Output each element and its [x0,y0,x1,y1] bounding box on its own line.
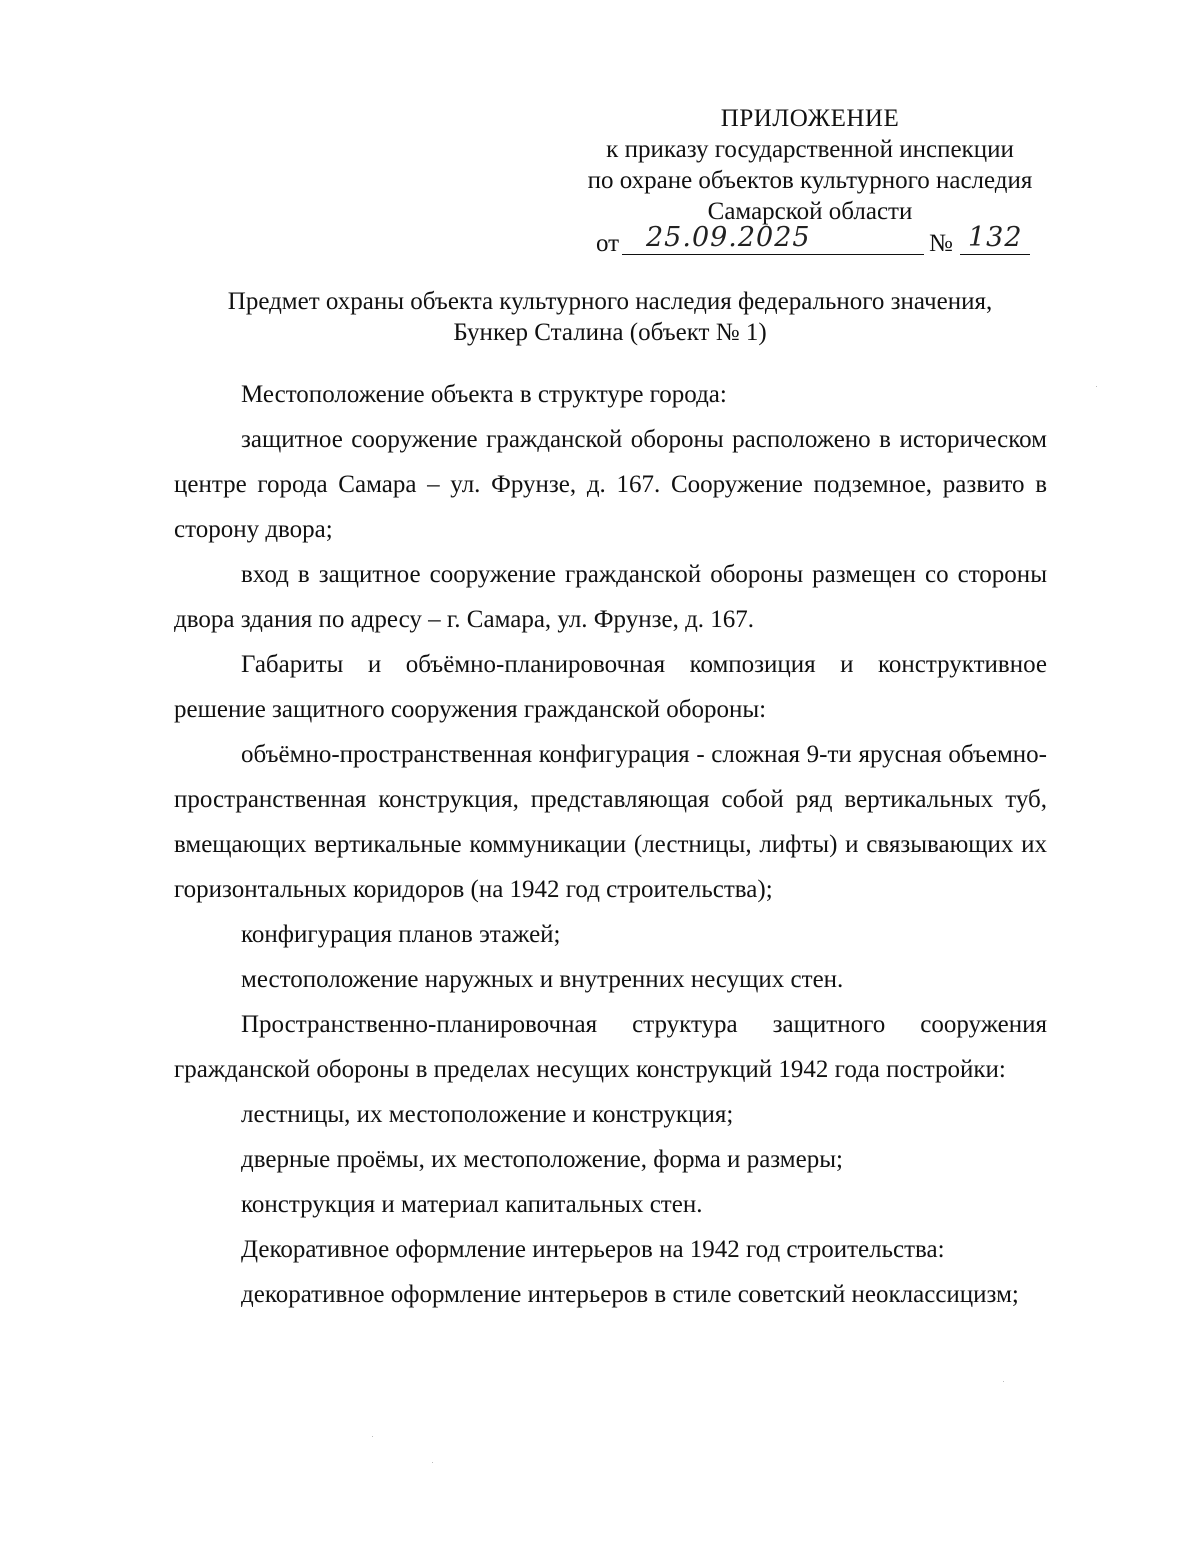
appendix-line-1: к приказу государственной инспекции [606,136,1014,163]
scan-speck [1003,1381,1004,1382]
scan-speck [432,1462,433,1463]
appendix-line-2: по охране объектов культурного наследия [587,167,1033,194]
paragraph-location-title: Местоположение объекта в структуре города: [241,381,727,408]
heading-line-1: Предмет охраны объекта культурного наследия федерального значения, [227,288,993,315]
order-number-handwritten: 132 [968,222,1023,253]
document-heading [150,286,1070,348]
scan-speck [372,1436,373,1437]
paragraph-doorways: дверные проёмы, их местоположение, форма и размеры; [241,1146,843,1173]
order-reference [596,222,1036,260]
paragraph-entrance: вход в защитное сооружение гражданской обороны размещен со стороны двора здания по адресу – г. Самара, ул. Фрунзе, д. 167. [174,561,1047,633]
paragraph-dimensions-title: Габариты и объёмно-планировочная композиция и конструктивное решение защитного сооружения гражданской обороны: [174,651,1047,723]
scan-speck [1096,386,1097,387]
number-label: № [929,230,953,257]
heading-line-2: Бункер Сталина (объект № 1) [453,319,767,346]
document-body [174,372,1047,1317]
paragraph-decor-title: Декоративное оформление интерьеров на 1942 год строительства: [241,1236,945,1263]
order-date-handwritten: 25.09.2025 [646,222,811,253]
paragraph-decor-style: декоративное оформление интерьеров в стиле советский неоклассицизм; [241,1281,1019,1308]
order-number-field [960,222,1030,255]
appendix-title: ПРИЛОЖЕНИЕ [720,105,900,132]
appendix-line-3: Самарской области [707,198,913,225]
paragraph-capital-walls: конструкция и материал капитальных стен. [241,1191,703,1218]
paragraph-floor-plans: конфигурация планов этажей; [241,921,561,948]
paragraph-configuration: объёмно-пространственная конфигурация - сложная 9-ти ярусная объемно-пространственная конструкция, представляющая собой ряд вертикальных туб, вмещающих вертикальные коммуникации (лестницы, лифты) и связывающих их горизонтальных коридоров (на 1942 год строительства); [174,741,1047,903]
paragraph-stairs: лестницы, их местоположение и конструкция; [241,1101,734,1128]
paragraph-location-desc: защитное сооружение гражданской обороны расположено в историческом центре города Самара – ул. Фрунзе, д. 167. Сооружение подземное, развито в сторону двора; [174,426,1047,543]
paragraph-structure-title: Пространственно-планировочная структура защитного сооружения гражданской обороны в пределах несущих конструкций 1942 года постройки: [174,1011,1047,1083]
appendix-header [560,103,1060,227]
from-label: от [596,230,620,257]
paragraph-walls: местоположение наружных и внутренних несущих стен. [241,966,844,993]
order-date-field [622,222,924,255]
